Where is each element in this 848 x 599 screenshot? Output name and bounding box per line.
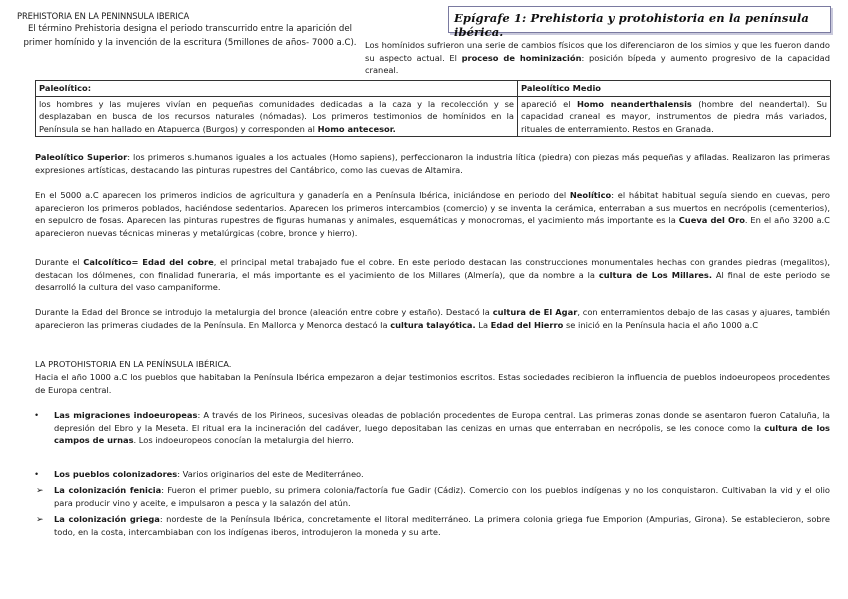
epigraph-title: Epígrafe 1: Prehistoria y protohistoria en la península ibérica.	[454, 11, 809, 39]
bold-term: Calcolítico= Edad del cobre	[83, 257, 214, 267]
bold-term: La colonización griega	[54, 514, 160, 524]
bold-term: Edad del Hierro	[490, 319, 564, 330]
text: : posición bípeda y aumento progresivo de la capacidad craneal.	[365, 52, 830, 76]
intro-paragraph: El término Prehistoria designa el periodo transcurrido entre la aparición del primer homínido y la invención de la escritura (5millones de años- 7000 a.C).	[23, 24, 357, 48]
bullet-dot: •	[35, 469, 39, 479]
table-header-paleolitico: Paleolítico:	[36, 81, 518, 97]
bold-term: Cueva del Oro	[678, 215, 745, 226]
text: En el 5000 a.C aparecen los primeros indicios de agricultura y ganadería en a Península Ibérica, iniciándose en periodo del	[35, 190, 570, 200]
bold-term: Los pueblos colonizadores	[54, 469, 178, 479]
text: los hombres y las mujeres vivían en pequeñas comunidades dedicadas a la caza y la recolección y se desplazaban en busca de los recursos naturales (nómadas). Los primeros testimonios de homínidos en la Península se han hallado en Atapuerca (Burgos) y corresponden al	[39, 98, 514, 134]
text: : Varios originarios del este de Mediterráneo.	[177, 469, 364, 479]
bullet-arrow: ➢	[36, 514, 44, 524]
section-heading: LA PROTOHISTORIA EN LA PENÍNSULA IBÉRICA.	[35, 359, 232, 369]
list-item	[54, 484, 830, 509]
bold-term: La colonización fenicia	[54, 485, 162, 495]
hominization-paragraph	[365, 39, 830, 77]
table-header-paleolitico-medio: Paleolítico Medio	[518, 81, 831, 97]
bold-term: cultura de los campos de urnas	[54, 422, 830, 446]
text: La	[475, 319, 491, 330]
bold-term: Neolítico	[569, 190, 612, 200]
text: apareció el	[521, 98, 577, 109]
text: Al final de este periodo se desarrolló la cultura del vaso campaniforme.	[35, 269, 830, 293]
bold-term: proceso de hominización	[461, 52, 582, 63]
paleolitico-superior-paragraph	[35, 151, 830, 176]
list-item	[54, 409, 830, 447]
bold-term: Las migraciones indoeuropeas	[54, 410, 198, 420]
list-item	[54, 468, 830, 481]
text: se inició en la Península hacia el año 1000 a.C	[563, 319, 759, 330]
protohistoria-intro: Hacia el año 1000 a.C los pueblos que habitaban la Península Ibérica empezaron a dejar testimonios escritos. Estas sociedades recibieron la influencia de pueblos indoeuropeos procedentes de Europa central.	[35, 372, 830, 395]
neolitico-paragraph	[35, 189, 830, 239]
bullet-dot: •	[35, 410, 39, 420]
bold-term: Homo antecesor.	[317, 123, 396, 134]
text: : los primeros s.humanos iguales a los actuales (Homo sapiens), perfeccionaron la industria lítica (piedra) con piezas más pequeñas y afiladas. Realizaron las primeras expresiones artísticas, destacando las pinturas rupestres del Cantábrico, como las cuevas de Altamira.	[35, 152, 830, 175]
bronce-paragraph	[35, 306, 830, 331]
text: Los homínidos sufrieron una serie de cambios físicos que los diferenciaron de los simios y que les fueron dando su aspecto actual. El	[365, 40, 830, 63]
text: : nordeste de la Península Ibérica, concretamente el litoral mediterráneo. La primera colonia griega fue Emporion (Ampurias, Girona). Se establecieron, sobre todo, en la costa, intercambiaban con los indígenas iberos, introdujeron la moneda y su arte.	[54, 514, 830, 537]
bold-term: cultura de El Agar	[492, 307, 578, 317]
page-title: PREHISTORIA EN LA PENINNSULA IBERICA	[17, 11, 190, 21]
bold-term: cultura talayótica.	[390, 319, 476, 330]
calcolitico-paragraph	[35, 256, 830, 294]
text: : el hábitat habitual seguía siendo en cuevas, pero aparecieron los primeros poblados, haciéndose sedentarios. Aparecen los primeros intercambios (comercio) y se inventa la cerámica, enterraban a sus muertos en necrópolis (cementerios), en sepulcro de fosas. Aparecen las pinturas rupestres de figuras humanas y animales, esquemáticas y monocromas, el yacimiento más importante es la	[35, 190, 830, 226]
text: : A través de los Pirineos, sucesivas oleadas de población procedentes de Europa central. Las primeras zonas donde se asentaron fueron Cataluña, la depresión del Ebro y la Meseta. El ritual era la incineración del cadáver, luego depositaban las cenizas en urnas que enterraban en necrópolis, se les conoce como la	[54, 410, 830, 433]
text: Durante la Edad del Bronce se introdujo la metalurgia del bronce (aleación entre cobre y estaño). Destacó la	[35, 307, 493, 317]
bold-term: cultura de Los Millares.	[598, 269, 713, 280]
text: , con enterramientos debajo de las casas y ajuares, también aparecieron las primeras ciudades de la Península. En Mallorca y Menorca destacó la	[35, 307, 830, 330]
bold-term: Homo neanderthalensis	[576, 98, 692, 109]
table-cell-paleolitico	[36, 96, 518, 137]
text: . En el año 3200 a.C aparecieron nuevas técnicas mineras y metalúrgicas (cobre, bronce y hierro).	[35, 215, 830, 238]
text: Durante el	[35, 257, 84, 267]
list-item	[54, 513, 830, 538]
table-header-row	[36, 81, 831, 97]
text: . Los indoeuropeos conocían la metalurgia del hierro.	[133, 435, 354, 446]
paleolithic-table	[35, 80, 831, 137]
text: (hombre del neandertal). Su capacidad craneal es mayor, instrumentos de piedra más variados, rituales de enterramiento. Restos en Granada.	[521, 98, 827, 134]
text: , el principal metal trabajado fue el cobre. En este periodo destacan las construcciones monumentales hechas con grandes piedras (megalitos), destacan los dólmenes, con finalidad funeraria, el más importante es el yacimiento de los Millares (Almería), que da nombre a la	[35, 257, 830, 280]
bold-term: Paleolítico Superior	[35, 152, 128, 162]
table-cell-paleolitico-medio	[518, 96, 831, 137]
bullet-arrow: ➢	[36, 485, 44, 495]
table-row	[36, 96, 831, 137]
text: : Fueron el primer pueblo, su primera colonia/factoría fue Gadir (Cádiz). Comercio con los pueblos indígenas y no los conquistaron. Cultivaban la vid y el olio para producir vino y aceite, e impulsaron a pesca y la salazón del atún.	[54, 485, 830, 508]
